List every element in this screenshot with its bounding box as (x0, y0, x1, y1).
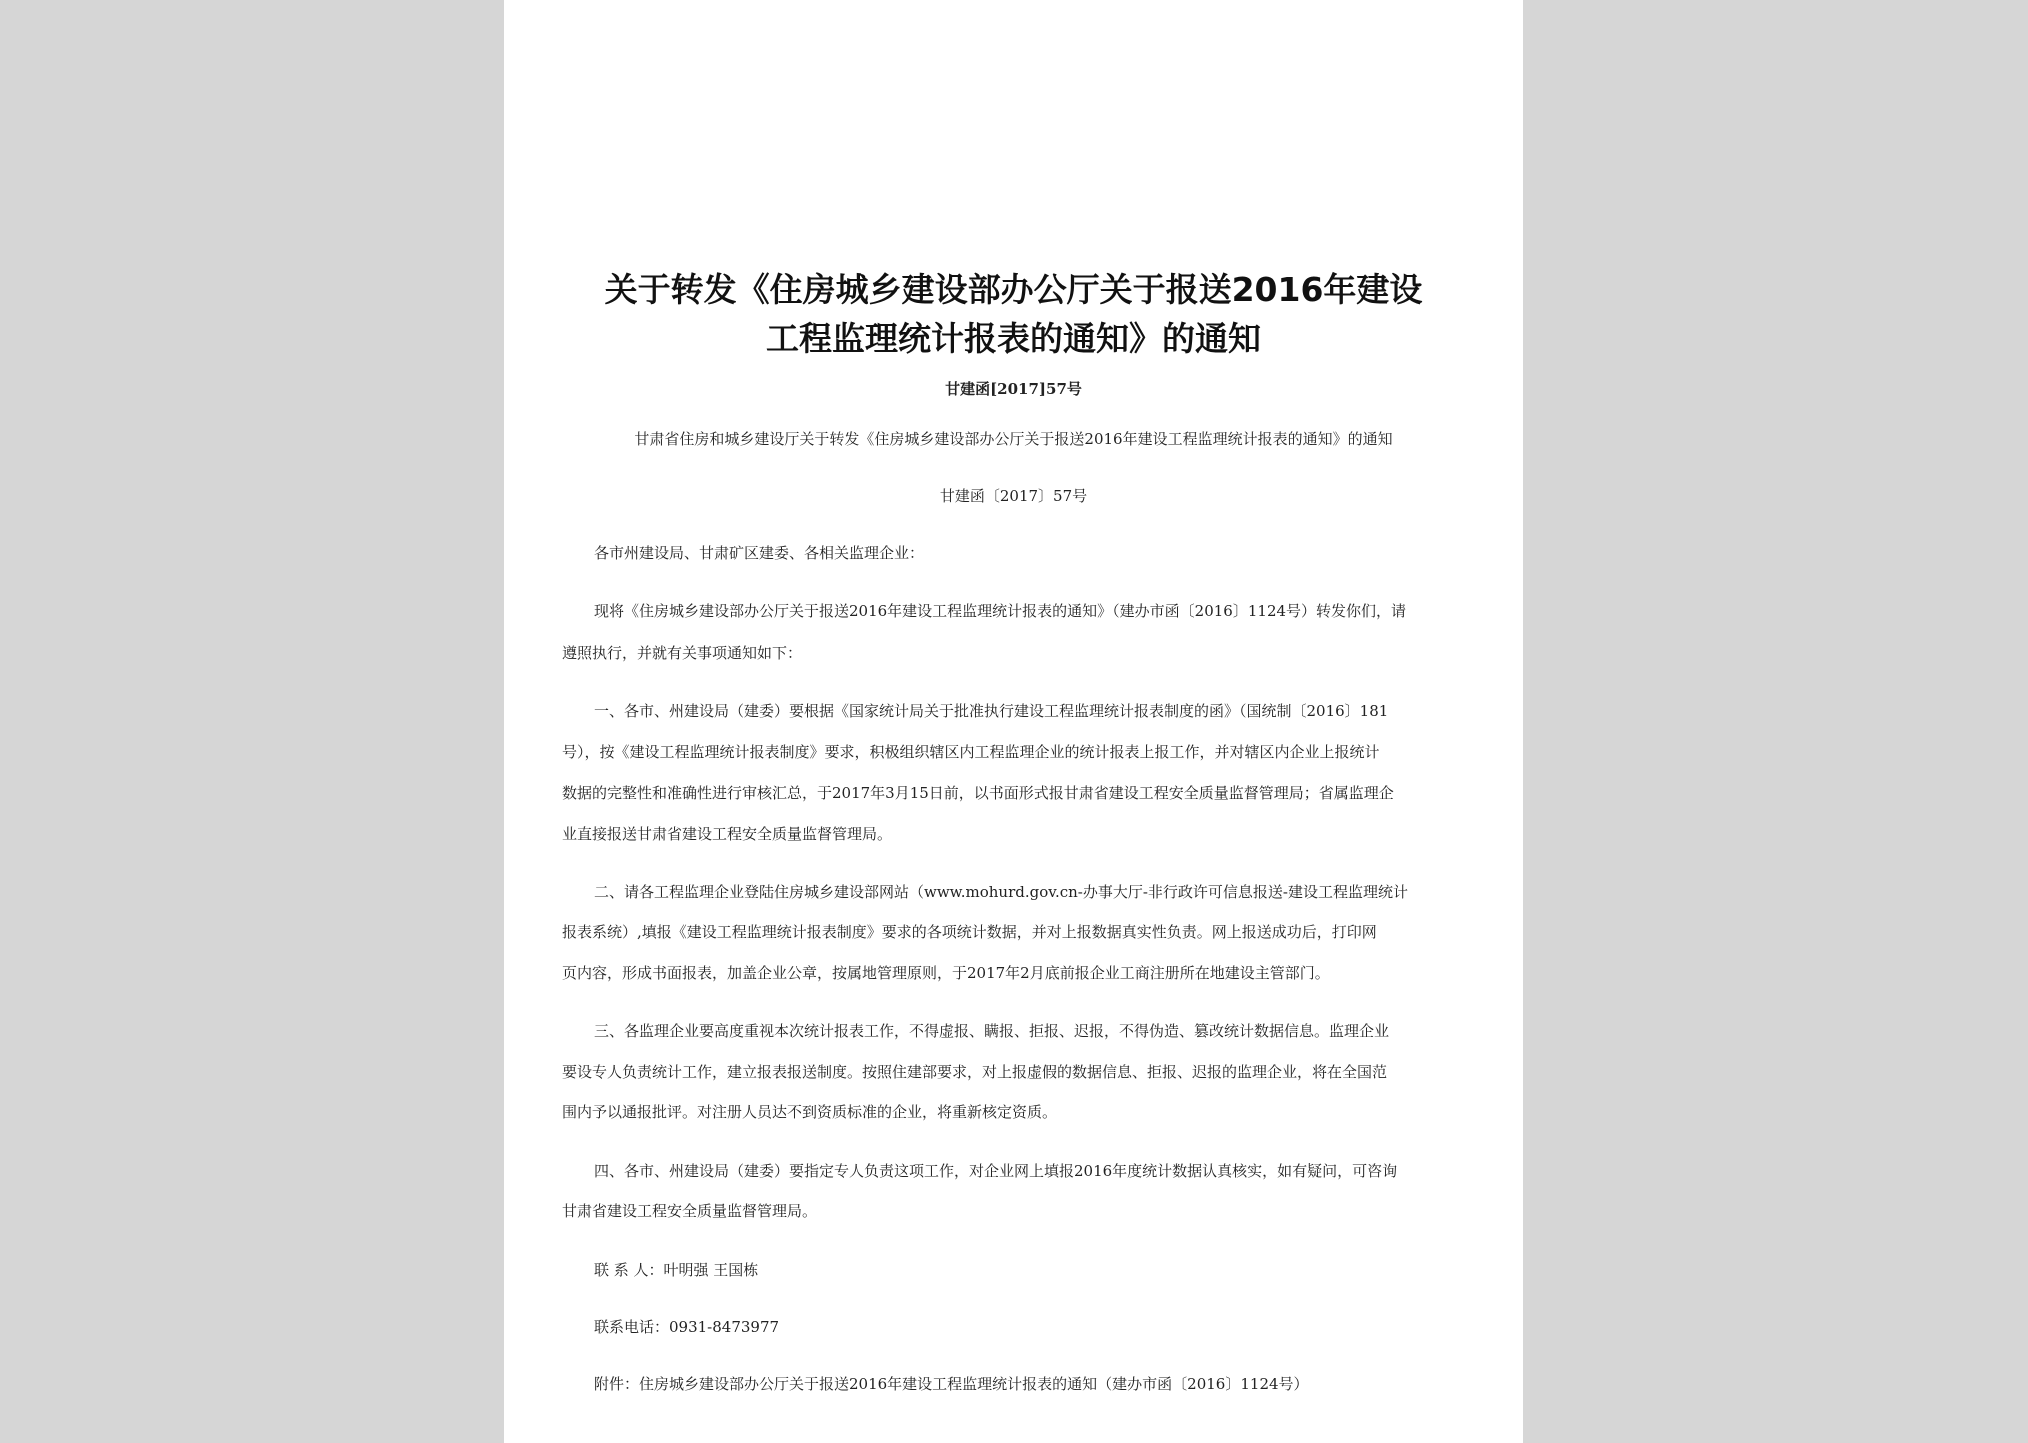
contact-phone: 联系电话：0931-8473977 (594, 1318, 780, 1336)
intro-line-2: 遵照执行，并就有关事项通知如下： (562, 644, 803, 662)
paragraph-2-line-3: 页内容，形成书面报表，加盖企业公章，按属地管理原则，于2017年2月底前报企业工商注册所在地建设主管部门。 (562, 964, 1330, 982)
salutation: 各市州建设局、甘肃矿区建委、各相关监理企业： (594, 544, 925, 562)
attachment: 附件：住房城乡建设部办公厅关于报送2016年建设工程监理统计报表的通知（建办市函〔2016〕1124号） (594, 1375, 1309, 1393)
document-number: 甘建函〔2017〕57号 (939, 487, 1088, 505)
document-page (504, 0, 1523, 1443)
paragraph-3-line-1: 三、各监理企业要高度重视本次统计报表工作，不得虚报、瞒报、拒报、迟报，不得伪造、篡改统计数据信息。监理企业 (594, 1022, 1390, 1040)
intro-line-1: 现将《住房城乡建设部办公厅关于报送2016年建设工程监理统计报表的通知》（建办市函〔2016〕1124号）转发你们，请 (594, 602, 1407, 620)
document-subtitle: 甘肃省住房和城乡建设厅关于转发《住房城乡建设部办公厅关于报送2016年建设工程监理统计报表的通知》的通知 (634, 430, 1393, 448)
paragraph-2-line-2: 报表系统）,填报《建设工程监理统计报表制度》要求的各项统计数据，并对上报数据真实性负责。网上报送成功后，打印网 (562, 923, 1377, 941)
paragraph-3-line-2: 要设专人负责统计工作，建立报表报送制度。按照住建部要求，对上报虚假的数据信息、拒报、迟报的监理企业，将在全国范 (562, 1063, 1388, 1081)
document-title-line-2: 工程监理统计报表的通知》的通知 (766, 319, 1261, 358)
paragraph-1-line-3: 数据的完整性和准确性进行审核汇总，于2017年3月15日前，以书面形式报甘肃省建设工程安全质量监督管理局；省属监理企 (562, 784, 1394, 802)
paragraph-4-line-1: 四、各市、州建设局（建委）要指定专人负责这项工作，对企业网上填报2016年度统计数据认真核实，如有疑问，可咨询 (594, 1162, 1398, 1180)
paragraph-1-line-2: 号），按《建设工程监理统计报表制度》要求，积极组织辖区内工程监理企业的统计报表上报工作，并对辖区内企业上报统计 (562, 743, 1380, 761)
document-title-line-1: 关于转发《住房城乡建设部办公厅关于报送2016年建设 (604, 270, 1423, 309)
document-number-bold: 甘建函[2017]57号 (945, 380, 1082, 398)
contact-person: 联 系 人：叶明强 王国栋 (594, 1261, 759, 1279)
paragraph-2-line-1: 二、请各工程监理企业登陆住房城乡建设部网站（www.mohurd.gov.cn-办事大厅-非行政许可信息报送-建设工程监理统计 (594, 883, 1408, 901)
paragraph-3-line-3: 围内予以通报批评。对注册人员达不到资质标准的企业，将重新核定资质。 (562, 1103, 1058, 1121)
paragraph-1-line-1: 一、各市、州建设局（建委）要根据《国家统计局关于批准执行建设工程监理统计报表制度的函》（国统制〔2016〕181 (594, 702, 1389, 720)
paragraph-1-line-4: 业直接报送甘肃省建设工程安全质量监督管理局。 (562, 825, 893, 843)
paragraph-4-line-2: 甘肃省建设工程安全质量监督管理局。 (562, 1202, 818, 1220)
